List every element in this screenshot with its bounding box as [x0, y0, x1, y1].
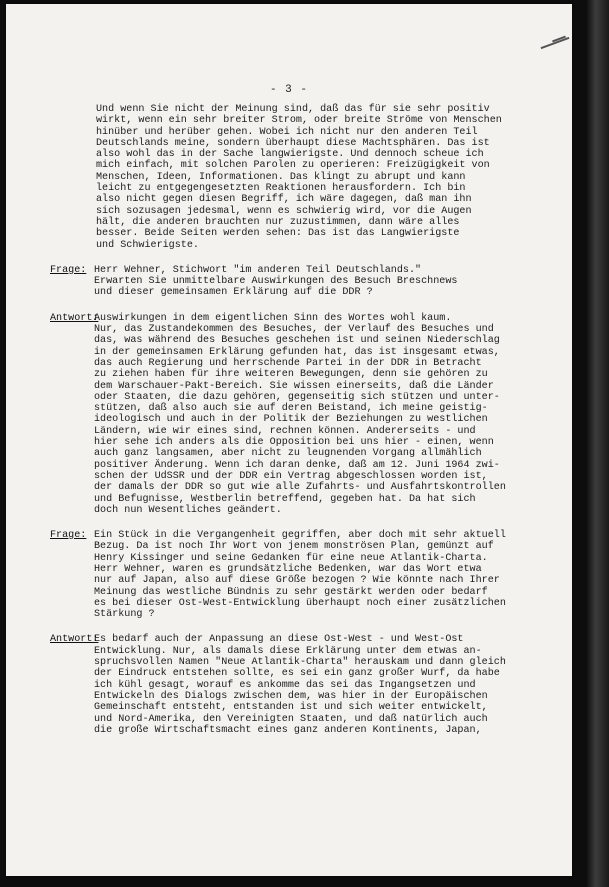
text-line: nur auf Japan, also auf diese Größe bezogen ? Wie könnte nach Ihrer	[94, 575, 500, 587]
section-text	[26, 530, 586, 620]
text-line: zu ziehen haben für ihre weiteren Bewegungen, denn sie gehören zu	[94, 369, 488, 381]
text-line: doch nun Wesentliches geändert.	[94, 504, 282, 516]
text-line: und Schwierigste.	[96, 239, 199, 251]
text-line: also wohl das in der Sache langwierigste. Und dennoch scheue ich	[96, 149, 484, 161]
text-line: der damals der DDR so gut wie alle Zufahrts- und Ausfahrtskontrollen	[94, 482, 506, 494]
section-antwort-2	[26, 634, 586, 736]
text-line: das auch Regierung und herrschende Partei in der DDR in Betracht	[94, 357, 482, 369]
text-line: mich einfach, mit solchen Parolen zu operieren: Freizügigkeit von	[96, 160, 490, 172]
text-line: Herr Wehner, waren es grundsätzliche Bedenken, war das Wort etwa	[94, 563, 482, 575]
binding-edge	[587, 0, 609, 887]
text-line: ich kühl gesagt, worauf es ankomme das sei das Ingangsetzen und	[94, 679, 476, 691]
section-text	[26, 313, 586, 516]
intro-paragraph	[26, 104, 586, 251]
text-line: sich sozusagen jedesmal, wenn es schwierig wird, vor die Augen	[96, 205, 472, 217]
section-frage-1	[26, 265, 586, 299]
text-line: in der gemeinsamen Erklärung gefunden hat, das ist insgesamt etwas,	[94, 346, 500, 358]
text-line: schen der UdSSR und der DDR ein Vertrag abgeschlossen worden ist,	[94, 470, 488, 482]
text-line: oder Staaten, die dazu gehören, gegenseitig sich stützen und unter-	[94, 391, 500, 403]
section-label: Antwort:	[50, 312, 99, 324]
text-line: Herr Wehner, Stichwort "im anderen Teil Deutschlands."	[94, 264, 422, 276]
text-line: stützen, daß also auch sie auf deren Beistand, ich meine geistig-	[94, 403, 488, 415]
text-line: und dieser gemeinsamen Erklärung auf die DDR ?	[94, 287, 373, 299]
text-line: und Nord-Amerika, den Vereinigten Staaten, und daß natürlich auch	[94, 713, 488, 725]
text-line: hält, die anderen brauchten nur zuzustimmen, dann wäre alles	[96, 216, 460, 228]
text-line: Menschen, Ideen, Informationen. Das klingt zu abrupt und kann	[96, 171, 466, 183]
text-line: Nur, das Zustandekommen des Besuches, der Verlauf des Besuches und	[94, 324, 494, 336]
text-line: Und wenn Sie nicht der Meinung sind, daß das für sie sehr positiv	[96, 104, 490, 115]
text-line: Meinung das westliche Bündnis zu sehr gestärkt werden oder bedarf	[94, 586, 488, 598]
text-line: besser. Beide Seiten werden sehen: Das ist das Langwierigste	[96, 228, 460, 240]
section-frage-2	[26, 530, 586, 620]
section-label: Frage:	[50, 264, 87, 276]
text-line: Ländern, wie wir eines sind, rechnen können. Andererseits - und	[94, 425, 476, 437]
section-label: Antwort:	[50, 634, 99, 646]
text-line: es bei dieser Ost-West-Entwicklung überhaupt noch einer zusätzlichen	[94, 597, 506, 609]
text-line: dem Warschauer-Pakt-Bereich. Sie wissen einerseits, daß die Länder	[94, 380, 494, 392]
text-line: hier sehe ich anders als die Opposition bei uns hier - einen, wenn	[94, 437, 494, 449]
text-line: Gemeinschaft entsteht, entstanden ist und sich weiter entwickelt,	[94, 702, 488, 714]
section-text	[26, 265, 586, 299]
text-line: und Befugnisse, Westberlin betreffend, gegeben hat. Da hat sich	[94, 493, 476, 505]
page-number: - 3 -	[269, 84, 308, 96]
text-line: Deutschlands meine, sondern überhaupt diese Machtsphären. Das ist	[96, 137, 490, 149]
text-line: Erwarten Sie unmittelbare Auswirkungen des Besuch Breschnews	[94, 276, 458, 288]
section-label: Frage:	[50, 530, 87, 542]
text-line: die große Wirtschaftsmacht eines ganz anderen Kontinents, Japan,	[94, 724, 482, 736]
text-line: also nicht gegen diesen Begriff, ich wäre dagegen, daß man ihn	[96, 194, 472, 206]
text-line: Auswirkungen in dem eigentlichen Sinn des Wortes wohl kaum.	[94, 312, 452, 324]
document-page	[6, 4, 572, 876]
document-body	[26, 104, 586, 750]
section-text	[26, 634, 586, 736]
text-line: Entwickeln des Dialogs zwischen dem, was hier in der Europäischen	[94, 690, 488, 702]
text-line: der Eindruck entstehen sollte, es sei ein ganz großer Wurf, da habe	[94, 668, 500, 680]
text-line: leicht zu entgegengesetzten Reaktionen herausfordern. Ich bin	[96, 183, 466, 195]
text-line: ideologisch und auch in der Politik der Beziehungen zu westlichen	[94, 414, 488, 426]
text-line: Ein Stück in die Vergangenheit gegriffen, aber doch mit sehr aktuell	[94, 530, 506, 542]
text-line: das, was während des Besuches geschehen ist und seinen Niederschlag	[94, 335, 500, 347]
text-line: Entwicklung. Nur, als damals diese Erklärung unter dem etwas an-	[94, 645, 482, 657]
text-line: Henry Kissinger und seine Gedanken für eine neue Atlantik-Charta.	[94, 552, 488, 564]
section-antwort-1	[26, 313, 586, 516]
text-line: spruchsvollen Namen "Neue Atlantik-Charta" herauskam und dann gleich	[94, 657, 506, 669]
text-line: positiver Änderung. Wenn ich daran denke, daß am 12. Juni 1964 zwi-	[94, 459, 500, 471]
text-line: Es bedarf auch der Anpassung an diese Ost-West - und West-Ost	[94, 634, 464, 646]
text-line: wirkt, wenn ein sehr breiter Strom, oder breite Ströme von Menschen	[96, 115, 502, 127]
text-line: Stärkung ?	[94, 609, 155, 621]
text-line: hinüber und herüber gehen. Wobei ich nicht nur den anderen Teil	[96, 126, 478, 138]
text-line: Bezug. Da ist noch Ihr Wort von jenem monströsen Plan, gemünzt auf	[94, 541, 494, 553]
text-line: auch ganz langsamen, aber nicht zu leugnenden Vorgang allmählich	[94, 448, 482, 460]
